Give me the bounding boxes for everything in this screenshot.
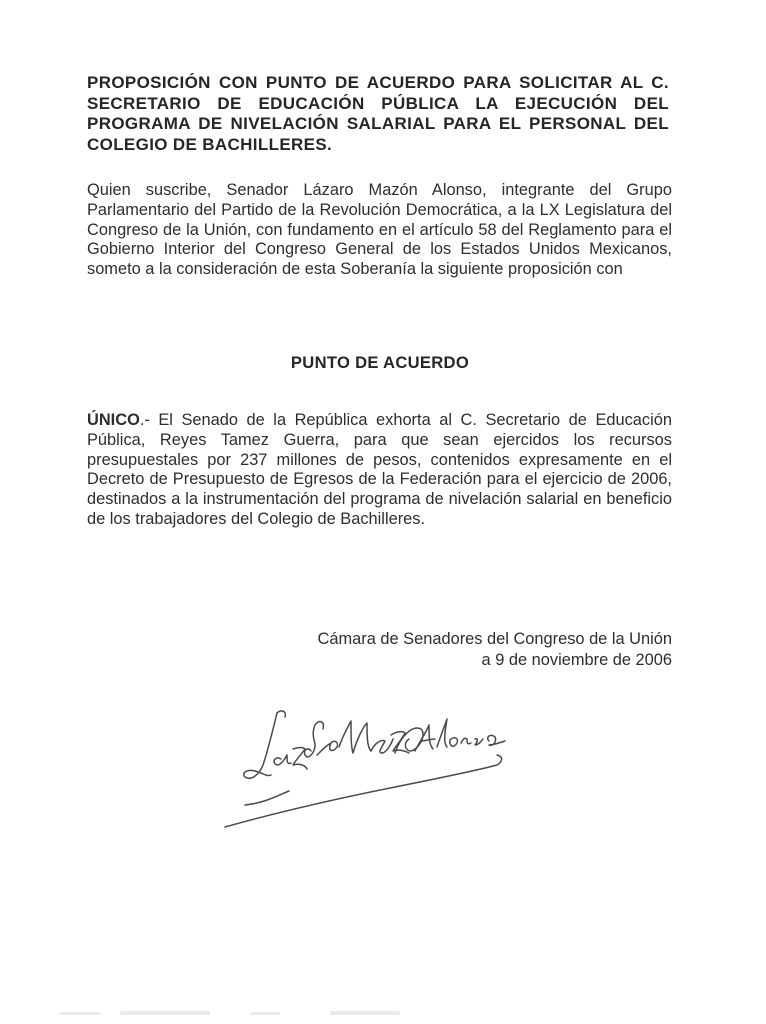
date-line: a 9 de noviembre de 2006 — [481, 650, 672, 669]
section-heading — [0, 353, 766, 373]
scan-artifact — [60, 1008, 420, 1018]
place-line: Cámara de Senadores del Congreso de la Unión — [317, 630, 672, 648]
place-date-block — [172, 629, 672, 670]
unico-text: .- El Senado de la República exhorta al C. Secretario de Educación Pública, Reyes Tamez Guerra, para que sean ejercidos los recursos presupuestales por 237 millones de pesos, contenidos expresamente en el Decreto de Presupuesto de Egresos de la Federación para el ejercicio de 2006, destinados a la instrumentación del programa de nivelación salarial en beneficio de los trabajadores del Colegio de Bachilleres. — [87, 411, 672, 528]
unico-label: ÚNICO — [87, 411, 140, 429]
handwritten-signature — [215, 695, 515, 835]
section-heading-text: PUNTO DE ACUERDO — [290, 353, 470, 372]
intro-paragraph: Quien suscribe, Senador Lázaro Mazón Alonso, integrante del Grupo Parlamentario del Partido de la Revolución Democrática, a la LX Legislatura del Congreso de la Unión, con fundamento en el artículo 58 del Reglamento para el Gobierno Interior del Congreso General de los Estados Unidos Mexicanos, someto a la consideración de esta Soberanía la siguiente proposición con — [87, 181, 672, 279]
document-title: PROPOSICIÓN CON PUNTO DE ACUERDO PARA SOLICITAR AL C. SECRETARIO DE EDUCACIÓN PÚBLICA LA EJECUCIÓN DEL PROGRAMA DE NIVELACIÓN SALARIAL PARA EL PERSONAL DEL COLEGIO DE BACHILLERES. — [87, 73, 669, 155]
unico-paragraph — [87, 411, 672, 530]
